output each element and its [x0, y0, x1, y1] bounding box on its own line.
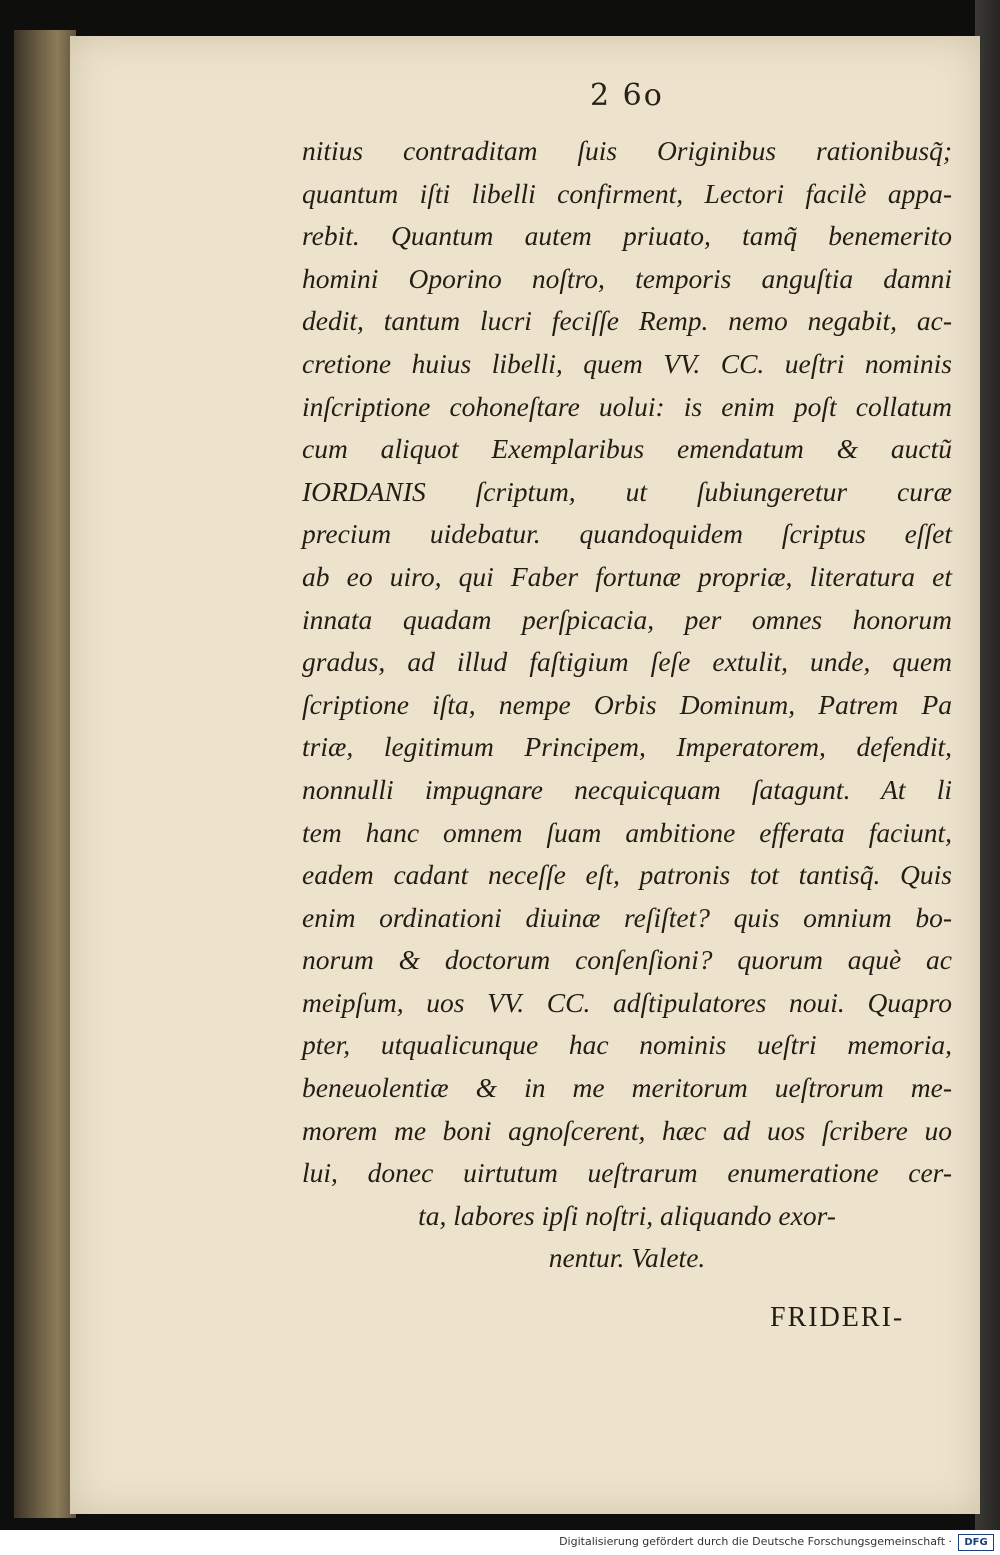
text-line: meipſum, uos VV. CC. adſtipulatores noui. Quapro [302, 986, 952, 1018]
text-line: cum aliquot Exemplaribus emendatum & auctũ [302, 433, 952, 465]
text-line: pter, utqualicunque hac nominis ueſtri memoria, [302, 1029, 952, 1061]
catchword: FRIDERI- [770, 1302, 905, 1333]
text-line: inſcriptione cohoneſtare uolui: is enim poſt collatum [302, 390, 952, 422]
body-text [302, 130, 952, 1280]
text-line: nitius contraditam ſuis Originibus rationibusq̃; [302, 135, 952, 166]
text-line: homini Oporino noſtro, temporis anguſtia damni [302, 262, 952, 294]
text-line: eadem cadant neceſſe eſt, patronis tot tantisq̃. Quis [302, 859, 952, 891]
page-number: 2 6o [590, 78, 664, 113]
funding-credit: Digitalisierung gefördert durch die Deutsche Forschungsgemeinschaft · [559, 1535, 952, 1548]
footer-bar [0, 1530, 1000, 1555]
text-line: lui, donec uirtutum ueſtrarum enumeratione cer- [302, 1157, 952, 1189]
text-line: nonnulli impugnare necquicquam ſatagunt. At li [302, 773, 952, 805]
closing-line: ta, labores ipſi noſtri, aliquando exor- [418, 1199, 836, 1231]
text-line: ab eo uiro, qui Faber fortunæ propriæ, literatura et [302, 560, 952, 592]
text-line: enim ordinationi diuinæ reſiſtet? quis omnium bo- [302, 901, 952, 933]
text-line: rebit. Quantum autem priuato, tamq̃ benemerito [302, 220, 952, 252]
text-line: precium uidebatur. quandoquidem ſcriptus eſſet [302, 518, 952, 550]
text-line: gradus, ad illud faſtigium ſeſe extulit, unde, quem [302, 646, 952, 678]
book-binding-left [14, 30, 76, 1518]
text-line: tem hanc omnem ſuam ambitione efferata faciunt, [302, 816, 952, 848]
dfg-logo: DFG [958, 1534, 994, 1551]
text-line: quantum iſti libelli confirment, Lectori facilè appa- [302, 177, 952, 209]
text-line: ſcriptione iſta, nempe Orbis Dominum, Patrem Pa [302, 688, 952, 720]
text-line: norum & doctorum conſenſioni? quorum aquè ac [302, 944, 952, 976]
text-line: beneuolentiæ & in me meritorum ueſtrorum me- [302, 1072, 952, 1104]
text-line: IORDANIS ſcriptum, ut ſubiungeretur curæ [302, 475, 952, 507]
text-line: triæ, legitimum Principem, Imperatorem, defendit, [302, 731, 952, 763]
text-line: cretione huius libelli, quem VV. CC. ueſtri nominis [302, 347, 952, 379]
text-line: dedit, tantum lucri feciſſe Remp. nemo negabit, ac- [302, 305, 952, 337]
text-line: morem me boni agnoſcerent, hæc ad uos ſcribere uo [302, 1114, 952, 1146]
text-line: innata quadam perſpicacia, per omnes honorum [302, 603, 952, 635]
closing-line: nentur. Valete. [548, 1242, 706, 1274]
